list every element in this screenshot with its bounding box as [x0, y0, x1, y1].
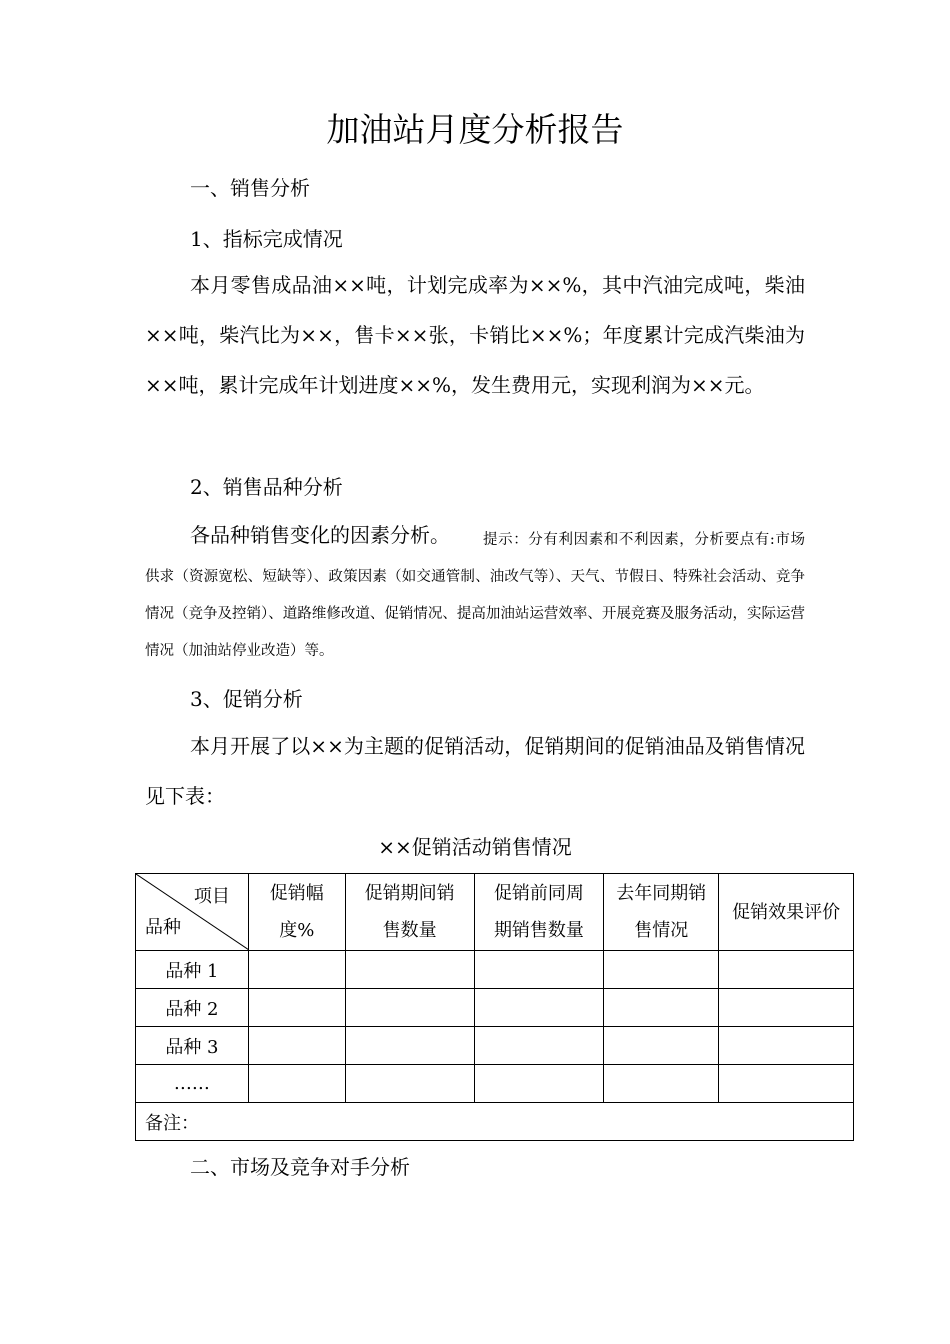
table-cell — [719, 951, 854, 989]
table-cell — [474, 1065, 604, 1103]
promotion-sales-table — [135, 873, 854, 1141]
indicators-paragraph: 本月零售成品油××吨，计划完成率为××%，其中汽油完成吨，柴油××吨，柴汽比为××，售卡××张，卡销比××%；年度累计完成汽柴油为××吨，累计完成年计划进度××%，发生费用元，实现利润为××元。 — [145, 273, 805, 397]
table-cell — [604, 989, 719, 1027]
table-cell — [719, 989, 854, 1027]
table-row — [136, 951, 854, 989]
table-cell — [474, 1027, 604, 1065]
table-note-row — [136, 1103, 854, 1141]
varieties-intro-text: 各品种销售变化的因素分析。 — [190, 523, 450, 547]
varieties-hint-paragraph: 提示：分有利因素和不利因素，分析要点有:市场供求（资源宽松、短缺等）、政策因素（如交通管制、油改气等）、天气、节假日、特殊社会活动、竞争情况（竞争及控销）、道路维修改道、促销情况、提高加油站运营效率、开展竞赛及服务活动，实际运营情况（加油站停业改造）等。 — [145, 532, 805, 659]
column-header: 促销效果评价 — [719, 874, 854, 951]
diagonal-header-cell — [136, 874, 249, 951]
table-row — [136, 1027, 854, 1065]
promotion-paragraph: 本月开展了以××为主题的促销活动，促销期间的促销油品及销售情况见下表： — [145, 734, 805, 808]
column-header: 促销期间销 售数量 — [345, 874, 474, 951]
column-header: 促销幅 度% — [248, 874, 345, 951]
row-label: 品种 3 — [136, 1027, 249, 1065]
table-cell — [604, 1027, 719, 1065]
table-cell — [604, 951, 719, 989]
corner-label-item: 项目 — [193, 886, 230, 907]
table-row — [136, 1065, 854, 1103]
table-cell — [345, 1065, 474, 1103]
table-cell — [248, 951, 345, 989]
table-caption: ××促销活动销售情况 — [378, 835, 572, 859]
table-header-row — [136, 874, 854, 951]
table-cell — [474, 989, 604, 1027]
table-cell — [345, 989, 474, 1027]
subsection-heading-varieties: 2、销售品种分析 — [190, 475, 343, 499]
table-cell — [719, 1065, 854, 1103]
table-cell — [248, 1027, 345, 1065]
row-label: 品种 1 — [136, 951, 249, 989]
section-heading-sales: 一、销售分析 — [190, 176, 310, 200]
section-heading-market: 二、市场及竞争对手分析 — [190, 1155, 410, 1179]
table-cell — [248, 989, 345, 1027]
row-label: 品种 2 — [136, 989, 249, 1027]
table-cell — [474, 951, 604, 989]
table-cell — [719, 1027, 854, 1065]
subsection-heading-indicators: 1、指标完成情况 — [190, 227, 343, 251]
table-cell — [248, 1065, 345, 1103]
corner-label-variety: 品种 — [145, 917, 181, 938]
column-header: 促销前同周 期销售数量 — [474, 874, 604, 951]
table-cell — [345, 1027, 474, 1065]
table-cell — [345, 951, 474, 989]
note-label: 备注： — [136, 1103, 854, 1141]
row-label: …… — [136, 1065, 249, 1103]
table-row — [136, 989, 854, 1027]
document-title: 加油站月度分析报告 — [326, 110, 624, 149]
table-cell — [604, 1065, 719, 1103]
subsection-heading-promotion: 3、促销分析 — [190, 687, 303, 711]
column-header: 去年同期销 售情况 — [604, 874, 719, 951]
